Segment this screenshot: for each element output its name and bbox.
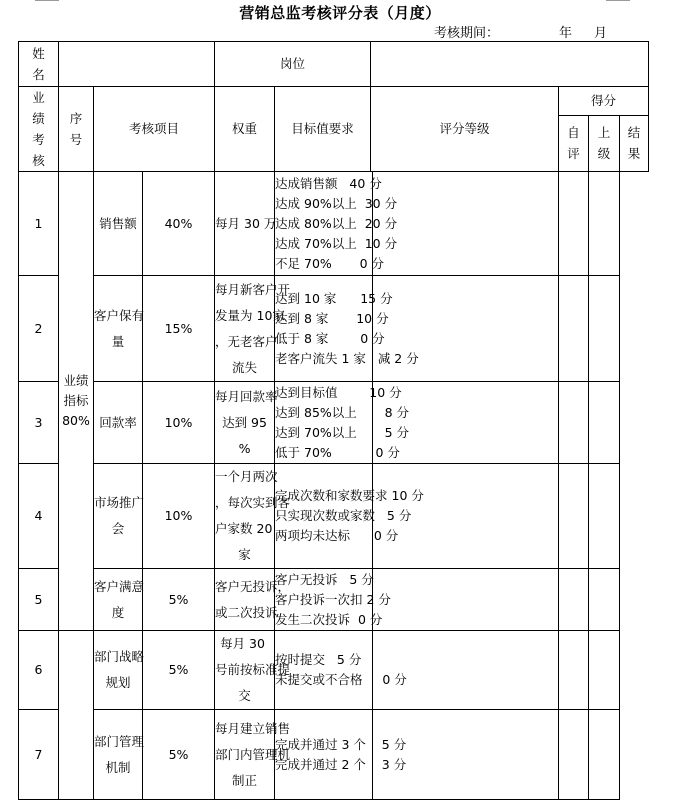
superior-score-cell[interactable] [559, 172, 589, 276]
target-value: 每月建立销售 部门内管理机 制正 [215, 710, 275, 800]
top-border-left [35, 0, 59, 1]
row-number: 2 [19, 276, 59, 382]
line: 达到 10 家 15 分 [275, 290, 393, 306]
position-value[interactable] [371, 42, 649, 87]
line: 老客户流失 1 家 减 2 分 [275, 350, 419, 366]
item-name: 销售额 [94, 172, 143, 276]
item-name: 部门战略 规划 [94, 631, 143, 710]
stacked-label: 上级 [597, 125, 611, 162]
kpi-row [19, 631, 649, 710]
name-label [19, 42, 59, 87]
item-name: 客户满意 度 [94, 569, 143, 631]
superior-score-cell[interactable] [559, 710, 589, 800]
result-score-cell[interactable] [589, 172, 620, 276]
line: 达成销售额 40 分 [275, 175, 382, 191]
grade-levels [275, 382, 410, 464]
row-number: 4 [19, 464, 59, 569]
item-name: 客户保有 量 [94, 276, 143, 382]
line: 客户投诉一次扣 2 分 [275, 591, 391, 607]
grade-levels [275, 569, 391, 631]
kpi-row [19, 382, 649, 464]
line: 只实现次数或家数 5 分 [275, 508, 412, 523]
row-number: 3 [19, 382, 59, 464]
item-header: 考核项目 [94, 87, 215, 172]
grade-levels [275, 172, 398, 276]
assessment-period [434, 22, 607, 41]
stacked-label: 自评 [567, 125, 580, 162]
kpi-rows [19, 172, 649, 800]
position-label: 岗位 [215, 42, 371, 87]
item-name: 部门管理 机制 [94, 710, 143, 800]
kpi-row [19, 710, 649, 800]
line: 达到 70%以上 5 分 [275, 424, 410, 440]
result-score-cell[interactable] [589, 382, 620, 464]
score-header: 得分 [559, 87, 649, 116]
line: 完成次数和家数要求 10 分 [275, 488, 424, 503]
self-score-cell[interactable] [373, 172, 559, 276]
weight-value: 10% [143, 382, 215, 464]
line: 低于 8 家 0 分 [275, 330, 385, 346]
result-score-cell[interactable] [589, 631, 620, 710]
superior-header [589, 115, 620, 171]
target-value: 每月 30 万 [215, 172, 275, 276]
superior-score-cell[interactable] [559, 569, 589, 631]
period-year: 年 [559, 26, 573, 41]
period-month: 月 [594, 26, 608, 41]
weight-value: 5% [143, 631, 215, 710]
row-number: 7 [19, 710, 59, 800]
page-title: 营销总监考核评分表（月度） [239, 4, 441, 22]
period-label: 考核期间： [434, 26, 500, 41]
assessment-table [18, 41, 649, 800]
grade-levels [275, 710, 407, 800]
name-value[interactable] [59, 42, 215, 87]
line: 完成并通过 3 个 5 分 [275, 736, 407, 752]
header-row-1 [19, 87, 649, 116]
self-score-cell[interactable] [373, 569, 559, 631]
kpi-row [19, 464, 649, 569]
line: 未提交或不合格 0 分 [275, 672, 407, 687]
superior-score-cell[interactable] [559, 382, 589, 464]
weight-value: 15% [143, 276, 215, 382]
grade-levels [275, 631, 407, 710]
group-label: 业绩 指标 80% [59, 172, 94, 631]
line: 发生二次投诉 0 分 [275, 611, 383, 627]
line: 达到 8 家 10 分 [275, 310, 389, 326]
group-label-2 [59, 631, 94, 800]
result-score-cell[interactable] [589, 710, 620, 800]
weight-value: 40% [143, 172, 215, 276]
row-number: 6 [19, 631, 59, 710]
name-row [19, 42, 649, 87]
superior-score-cell[interactable] [559, 631, 589, 710]
top-border-right [606, 0, 630, 1]
result-score-cell[interactable] [589, 569, 620, 631]
line: 两项均未达标 0 分 [275, 528, 399, 543]
target-header: 目标值要求 [275, 87, 371, 172]
line: 完成并通过 2 个 3 分 [275, 756, 407, 772]
line: 达到 85%以上 8 分 [275, 404, 410, 420]
target-value: 每月新客户开 发量为 10家 ，无老客户 流失 [215, 276, 275, 382]
line: 达成 80%以上 20 分 [275, 215, 398, 231]
weight-header: 权重 [215, 87, 275, 172]
target-value: 客户无投诉， 或二次投诉 [215, 569, 275, 631]
result-header [620, 115, 649, 171]
self-eval-header [559, 115, 589, 171]
result-score-cell[interactable] [589, 464, 620, 569]
result-score-cell[interactable] [589, 276, 620, 382]
line: 达成 90%以上 30 分 [275, 195, 398, 211]
item-name: 市场推广 会 [94, 464, 143, 569]
seq-header [59, 87, 94, 172]
line: 达到目标值 10 分 [275, 384, 402, 400]
stacked-label: 业绩考核 [32, 90, 45, 168]
target-value: 每月 30 号前按标准提 交 [215, 631, 275, 710]
kpi-row [19, 276, 649, 382]
stacked-label: 结果 [627, 125, 641, 162]
grade-levels [275, 464, 424, 569]
line: 达成 70%以上 10 分 [275, 235, 398, 251]
target-value: 每月回款率 达到 95 % [215, 382, 275, 464]
kpi-row [19, 569, 649, 631]
stacked-label: 姓名 [32, 46, 45, 82]
weight-value: 10% [143, 464, 215, 569]
item-name: 回款率 [94, 382, 143, 464]
grade-levels [275, 276, 419, 382]
section-label [19, 87, 59, 172]
row-number: 5 [19, 569, 59, 631]
kpi-row [19, 172, 649, 276]
superior-score-cell[interactable] [559, 276, 589, 382]
weight-value: 5% [143, 710, 215, 800]
row-number: 1 [19, 172, 59, 276]
line: 不足 70% 0 分 [275, 255, 385, 271]
grade-header: 评分等级 [371, 87, 559, 172]
weight-value: 5% [143, 569, 215, 631]
line: 客户无投诉 5 分 [275, 571, 374, 587]
target-value: 一个月两次 ，每次实到客 户家数 20 家 [215, 464, 275, 569]
line: 按时提交 5 分 [275, 652, 362, 667]
superior-score-cell[interactable] [559, 464, 589, 569]
stacked-label: 序号 [69, 111, 83, 147]
line: 低于 70% 0 分 [275, 444, 400, 460]
